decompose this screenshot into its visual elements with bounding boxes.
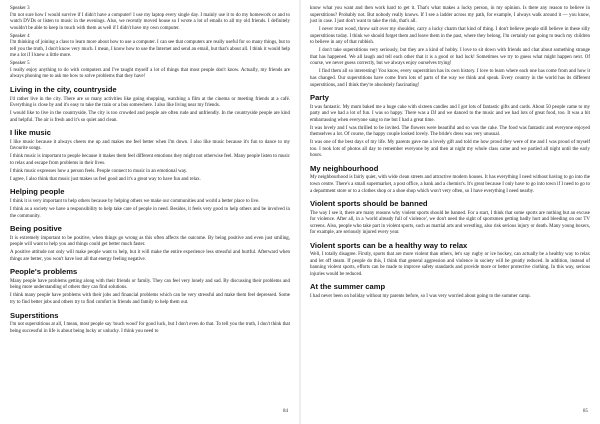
speaker-label: Speaker 4 xyxy=(10,33,30,39)
section-paragraph: I think many people have problems with their jobs and financial problems which can be very stressful and make them feel depressed. Some try to find better jobs and others try to find comfort in friends and family to help them out. xyxy=(10,293,290,305)
section-paragraph: My neighbourhood is fairly quiet, with wide clean streets and attractive modern houses. It has everything I need without having to go into the town centre. There's a small supermarket, a post office, a bank and a chemist's. It's great because I only have to go into town if I need to go to a department store or to a clothes shop or a shoe shop which won't very often, so I have everything I need nearby. xyxy=(310,175,590,194)
section-heading: Superstitions xyxy=(10,310,59,320)
section-heading: My neighbourhood xyxy=(310,163,379,173)
continued-paragraph: I find them all so interesting! You know, every superstition has its own history. I love to learn where each one has come from and how it has changed. Our superstitions have come from lots of parts of the way we think and speak. Every country in the world has its different superstitions, and I think they're absolutely fascinating! xyxy=(310,69,590,88)
section-paragraph: I would like to live in the countryside. The city is too crowded and people are often rude and unfriendly. In the countryside people are kind and helpful. The air is fresh and it's so quiet and clean. xyxy=(10,111,290,123)
section-paragraph: A positive attitude not only will make people want to help, but it will make the entire experience less stressful and hurtful. Afterward when things are better, you won't have lost all that energy feeling negative. xyxy=(10,250,290,262)
speaker-paragraph: I'm not sure how I would survive if I didn't have a computer! I use my laptop every single day. I mainly use it to do my homework or and to watch DVDs or listen to music in the evenings. Also, we recently moved house so I wrote a lot of emails to all my old friends. I definitely wouldn't be able to keep in touch with them as well if I didn't have my own computer. xyxy=(10,12,290,31)
page-number: 84 xyxy=(283,409,288,414)
speaker-paragraph: I really enjoy anything to do with computers and I've taught myself a lot of things that most people don't know. Actually, my friends are always phoning me to ask me how to solve problems that they have! xyxy=(10,67,290,80)
section-paragraph: I'd rather live in the city. There are so many activities like going shopping, watching a film at the cinema or meeting friends at a café. Everything is close by and it's easy to take the train or a bus somewhere. I also like living near my friends. xyxy=(10,96,290,109)
section-paragraph: I think it is very important to help others because by helping others we make our communities and world a better place to live. xyxy=(10,198,260,204)
section-paragraph: It was lovely and I was thrilled to be invited. The flowers were beautiful and so was the cake. The food was fantastic and everyone enjoyed themselves a lot. Of course, the happy couple looked lovely. The bride's dress was very unusual. xyxy=(310,125,590,138)
continued-paragraph: I never trust wood, throw salt over my shoulder, carry a lucky charm that kind of thing. I don't believe people still believe in these silly superstitions today. I think we should forget them and leave them in the past, where they belong. I'm certainly not going to teach my children to believe in any of that rubbish. xyxy=(310,27,590,46)
section-heading: Violent sports should be banned xyxy=(310,199,428,209)
section-paragraph: I agree, I also think that music just makes us feel good and it's a great way to have fun and relax. xyxy=(10,176,201,182)
section-paragraph: I think music is important to people because it makes them feel different emotions they might not otherwise feel. Many people listen to music to relax and escape from problems in their lives. xyxy=(10,154,290,166)
section-paragraph: Many people have problems getting along with their friends or family. They can feel very lonely and sad. By discussing their problems and being more understanding of others they can find solutions. xyxy=(10,278,290,291)
section-heading: At the summer camp xyxy=(310,282,386,292)
speaker-paragraph: I'm thinking of joining a class to learn more about how to use a computer. I can see that computers are really useful for so many things, but to tell you the truth, I don't know very much. I mean, I know how to use the Internet and send an email, but that's about all. I think it would help me a lot if I knew a little more. xyxy=(10,40,290,59)
section-heading: People's problems xyxy=(10,267,78,277)
page-number: 85 xyxy=(583,409,588,414)
section-paragraph: It was fantastic. My mum baked me a huge cake with sixteen candles and I got lots of fantastic gifts and cards. About 50 people came to my party and we had a lot of fun. I was so happy. There was a DJ and we danced to the music and we had lots of great food, too. It was a bit embarrassing when everyone sang to me but I had a great time. xyxy=(310,104,590,123)
section-heading: I like music xyxy=(10,128,51,138)
speaker-label: Speaker 3 xyxy=(10,6,30,11)
section-paragraph: Well, I totally disagree. Firstly, sports that are more violent than others, let's say rugby or ice hockey, can actually be a healthy way to relax and let off steam. If people do this, I think that general aggression and violence in society will be greatly reduced. In addition, instead of banning violent sports, efforts can be made to improve safety standards and provide more or better protective clothing. In this way, serious injuries would be reduced. xyxy=(310,252,590,277)
section-paragraph: I had never been on holiday without my parents before, so I was very worried about going to the summer camp. xyxy=(310,293,531,299)
section-heading: Living in the city, countryside xyxy=(10,85,117,95)
section-heading: Helping people xyxy=(10,187,65,197)
right-page xyxy=(300,0,600,424)
section-paragraph: The way I see it, there are many reasons why violent sports should be banned. For a start, I think that some sports are nothing but an excuse for violence. After all, in a 'world already full of violence', we don't need the sight of sportsmen getting badly hurt and bleeding on our TV screens. Also, people who take part in violent sports, such as martial arts and wrestling, also risk serious injury or death. Many young boxers, for example, are seriously injured every year. xyxy=(310,210,590,236)
continued-paragraph: know what you want and then work hard to get it. That's what makes a lucky person, in my opinion. Is there any reason to believe in superstitions? Probably not. But nobody really knows. If I see a ladder across my path, for example, I always walk around it — you know, just in case. I just don't want to take the risk, that's all. xyxy=(310,6,590,25)
section-paragraph: I like music because it always cheers me up and makes me feel better when I'm down. I also like music because it's fun to dance to my favourite songs. xyxy=(10,139,290,152)
section-heading: Violent sports can be a healthy way to relax xyxy=(310,240,468,250)
section-paragraph: I think as a society we have a responsibility to help take care of people in need. Besides, it feels very good to help others and be involved in the community. xyxy=(10,207,290,219)
section-paragraph: It was one of the best days of my life. My parents gave me a lovely gift and told me how proud they were of me and I was proud of myself too. I took lots of photos all day to remember everyone by and then at night my whole class came and we partied all night until the early hours. xyxy=(310,140,590,159)
section-paragraph: It is extremely important to be positive, when things go wrong as this often affects the outcome. By being positive and even just smiling, people will want to help you and things could get better much faster. xyxy=(10,235,290,248)
speaker-label: Speaker 5 xyxy=(10,61,30,67)
section-paragraph: I think music expresses how a person feels. People connect to music in an emotional way. xyxy=(10,168,188,174)
section-paragraph: I'm not superstitious at all, I mean, most people say 'touch wood' for good luck, but I don't even do that. To tell you the truth, I don't think that being successful in life is about being lucky or unlucky. I think you need to xyxy=(10,322,290,334)
continued-paragraph: I don't take superstitions very seriously, but they are a kind of hobby. I love to sit down with friends and chat about something strange that has happened. We all laugh and tell each other that it is a good or bad luck! Sometimes we try to guess what might happen next. Of course, we never guess correctly, but we always enjoy ourselves trying! xyxy=(310,48,590,67)
section-heading: Being positive xyxy=(10,224,62,234)
section-heading: Party xyxy=(310,93,329,103)
